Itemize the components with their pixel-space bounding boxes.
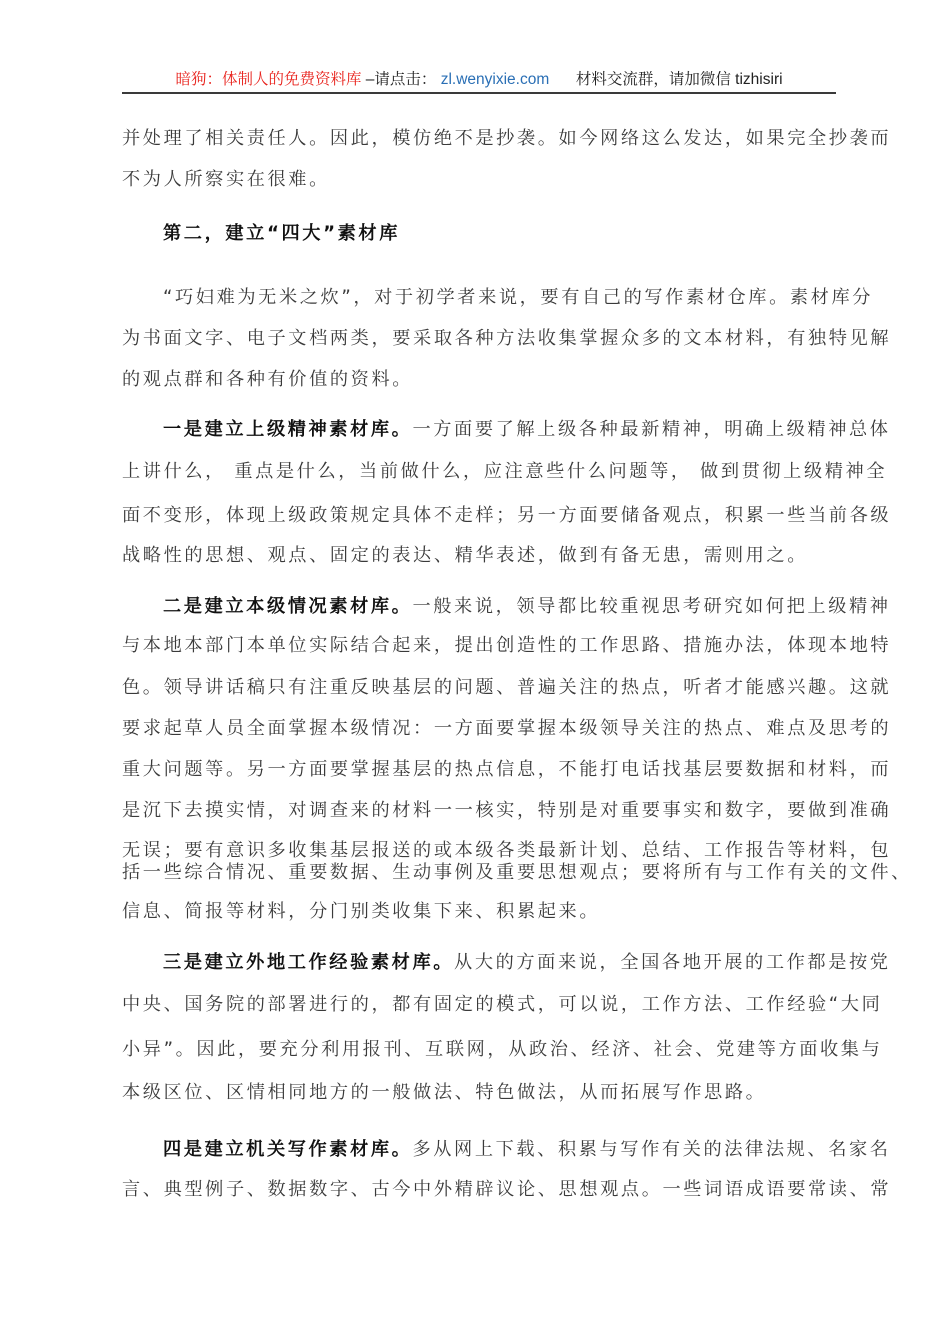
page-header <box>122 68 836 92</box>
paragraph-line: 要求起草人员全面掌握本级情况：一方面要掌握本级领导关注的热点、难点及思考的 <box>122 718 892 739</box>
paragraph-line: 中央、国务院的部署进行的，都有固定的模式，可以说，工作方法、工作经验“大同 <box>122 994 883 1015</box>
paragraph-line: 并处理了相关责任人。因此，模仿绝不是抄袭。如今网络这么发达，如果完全抄袭而 <box>122 128 892 149</box>
paragraph-text: 一方面要了解上级各种最新精神，明确上级精神总体 <box>412 419 891 440</box>
paragraph-line: “巧妇难为无米之炊”，对于初学者来说，要有自己的写作素材仓库。素材库分 <box>163 287 874 308</box>
paragraph-first-line <box>122 592 891 622</box>
paragraph-line: 战略性的思想、观点、固定的表达、精华表述，做到有备无患，需则用之。 <box>122 545 808 566</box>
paragraph-line: 无误；要有意识多收集基层报送的或本级各类最新计划、总结、工作报告等材料，包 <box>122 840 892 861</box>
paragraph-text: 从大的方面来说，全国各地开展的工作都是按党 <box>454 952 891 973</box>
paragraph-first-line <box>122 415 891 445</box>
paragraph-line: 不为人所察实在很难。 <box>122 169 330 190</box>
paragraph-text: 一般来说，领导都比较重视思考研究如何把上级精神 <box>412 596 891 617</box>
paragraph-line: 的观点群和各种有价值的资料。 <box>122 369 414 390</box>
paragraph-line: 信息、简报等材料，分门别类收集下来、积累起来。 <box>122 901 601 922</box>
header-link[interactable]: zl.wenyixie.com <box>440 71 550 88</box>
paragraph-first-line <box>122 948 891 978</box>
header-prompt: –请点击： <box>365 71 437 88</box>
paragraph-line: 为书面文字、电子文档两类，要采取各种方法收集掌握众多的文本材料，有独特见解 <box>122 328 892 349</box>
section-heading: 第二，建立“四大”素材库 <box>163 223 400 244</box>
paragraph-line: 重大问题等。另一方面要掌握基层的热点信息，不能打电话找基层要数据和材料，而 <box>122 759 892 780</box>
paragraph-text: 多从网上下载、积累与写作有关的法律法规、名家名 <box>412 1139 891 1160</box>
paragraph-lead: 二是建立本级情况素材库。 <box>163 596 413 617</box>
paragraph-line: 括一些综合情况、重要数据、生动事例及重要思想观点；要将所有与工作有关的文件、 <box>122 862 912 883</box>
paragraph-line: 面不变形，体现上级政策规定具体不走样；另一方面要储备观点，积累一些当前各级 <box>122 505 892 526</box>
paragraph-first-line <box>122 1135 891 1165</box>
paragraph-lead: 一是建立上级精神素材库。 <box>163 419 413 440</box>
header-brand: 暗狗：体制人的免费资料库 <box>175 71 362 88</box>
paragraph-line: 上讲什么， 重点是什么，当前做什么，应注意些什么问题等， 做到贯彻上级精神全 <box>122 461 888 482</box>
paragraph-line: 与本地本部门本单位实际结合起来，提出创造性的工作思路、措施办法，体现本地特 <box>122 635 892 656</box>
paragraph-line: 是沉下去摸实情，对调查来的材料一一核实，特别是对重要事实和数字，要做到准确 <box>122 800 892 821</box>
paragraph-line: 小异”。因此，要充分利用报刊、互联网，从政治、经济、社会、党建等方面收集与 <box>122 1039 883 1060</box>
header-divider <box>122 92 836 94</box>
paragraph-line: 言、典型例子、数据数字、古今中外精辟议论、思想观点。一些词语成语要常读、常 <box>122 1179 892 1200</box>
paragraph-line: 色。领导讲话稿只有注重反映基层的问题、普遍关注的热点，听者才能感兴趣。这就 <box>122 677 892 698</box>
header-contact: 材料交流群，请加微信 tizhisiri <box>575 71 783 88</box>
paragraph-lead: 三是建立外地工作经验素材库。 <box>163 952 455 973</box>
paragraph-lead: 四是建立机关写作素材库。 <box>163 1139 413 1160</box>
paragraph-line: 本级区位、区情相同地方的一般做法、特色做法，从而拓展写作思路。 <box>122 1082 767 1103</box>
